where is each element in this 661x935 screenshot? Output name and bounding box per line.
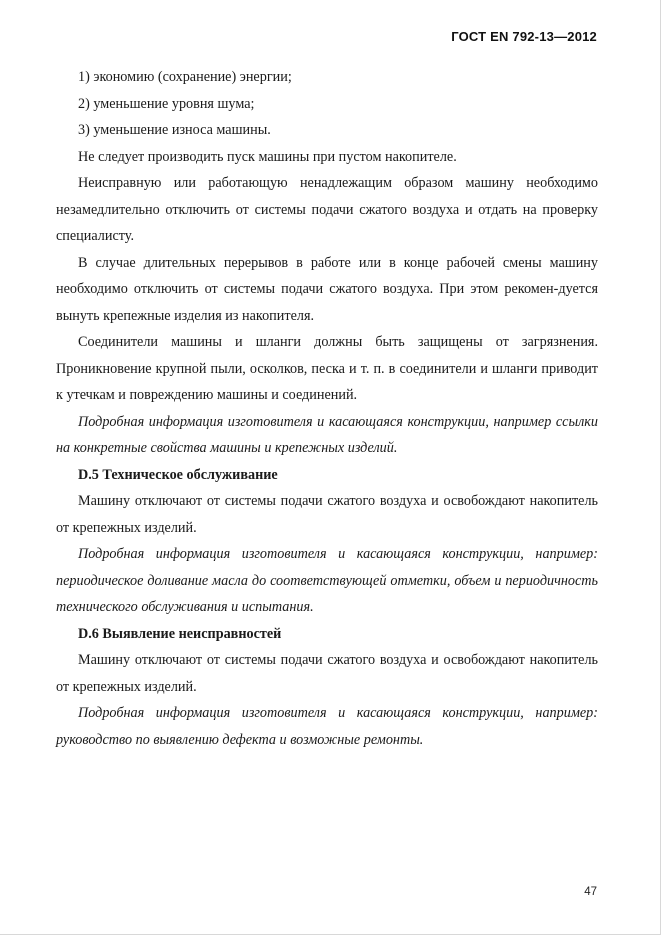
paragraph-d5-manufacturer-info: Подробная информация изготовителя и касающаяся конструкции, например: периодическое доливание масла до соответствующей отметки, объем и периодичность технического обслуживания и испытания. <box>56 546 598 615</box>
paragraph-d6-disconnect: Машину отключают от системы подачи сжатого воздуха и освобождают накопитель от крепежных изделий. <box>56 652 598 695</box>
paragraph-faulty-machine: Неисправную или работающую ненадлежащим образом машину необходимо незамедлительно отключить от системы подачи сжатого воздуха и отдать на проверку специалисту. <box>56 175 598 244</box>
paragraph-d5-disconnect: Машину отключают от системы подачи сжатого воздуха и освобождают накопитель от крепежных изделий. <box>56 493 598 536</box>
page-number: 47 <box>584 886 597 898</box>
section-heading-d6: D.6 Выявление неисправностей <box>78 625 282 642</box>
list-item: 1) экономию (сохранение) энергии; <box>78 69 292 85</box>
page-body <box>56 64 598 753</box>
paragraph-empty-magazine: Не следует производить пуск машины при пустом накопителе. <box>78 148 457 165</box>
paragraph-manufacturer-info: Подробная информация изготовителя и касающаяся конструкции, например ссылки на конкретные свойства машины и крепежных изделий. <box>56 413 598 456</box>
list-item: 2) уменьшение уровня шума; <box>78 95 255 112</box>
list-item: 3) уменьшение износа машины. <box>78 122 271 138</box>
paragraph-long-breaks: В случае длительных перерывов в работе или в конце рабочей смены машину необходимо отключить от системы подачи сжатого воздуха. При этом рекомен-дуется вынуть крепежные изделия из накопителя. <box>56 254 598 324</box>
section-heading-d5: D.5 Техническое обслуживание <box>78 466 278 483</box>
standard-code-header: ГОСТ EN 792-13—2012 <box>451 29 597 44</box>
paragraph-d6-manufacturer-info: Подробная информация изготовителя и касающаяся конструкции, например: руководство по выявлению дефекта и возможные ремонты. <box>56 705 598 748</box>
paragraph-connectors: Соединители машины и шланги должны быть защищены от загрязнения. Проникновение крупной пыли, осколков, песка и т. п. в соединители и шланги приводит к утечкам и повреждению машины и соединений. <box>56 334 598 403</box>
